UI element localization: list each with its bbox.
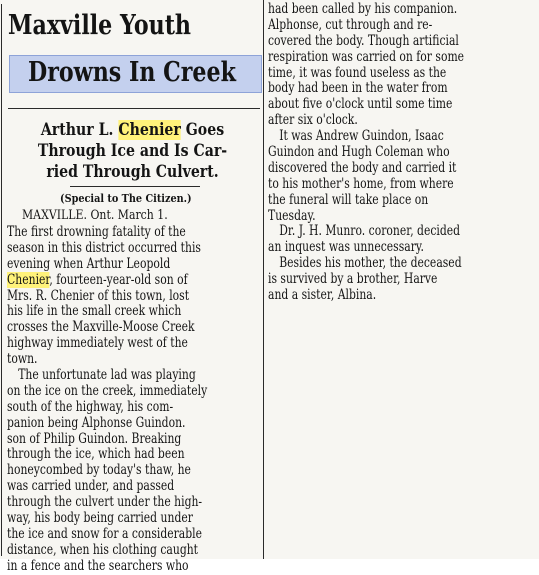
article-line: is survived by a brother, Harve	[268, 271, 438, 288]
article-line: crosses the Maxville-Moose Creek	[7, 319, 195, 336]
article-line: was carried under, and passed	[7, 478, 175, 495]
right-column-body	[268, 2, 464, 304]
deck-divider	[70, 186, 200, 187]
article-line: through the ice, which had been	[7, 446, 185, 463]
deck-subheadline	[8, 120, 257, 183]
article-line: son of Philip Guindon. Breaking	[7, 430, 182, 447]
left-border-rule	[1, 4, 2, 556]
article-line: the funeral will take place on	[268, 191, 429, 208]
article-line: way, his body being carried under	[7, 510, 193, 527]
article-line: an inquest was unnecessary.	[268, 239, 424, 256]
article-line: panion being Alphonse Guindon.	[7, 414, 186, 431]
headline-line-1: Maxville Youth	[8, 10, 192, 41]
article-line: distance, when his clothing caught	[7, 541, 199, 558]
column-divider-rule	[263, 0, 264, 559]
article-line: south of the highway, his com-	[7, 398, 174, 415]
article-line: through the culvert under the high-	[7, 494, 203, 511]
headline-line-2: Drowns In Creek	[28, 57, 236, 88]
article-line: Alphonse, cut through and re-	[268, 16, 433, 33]
left-column-body	[7, 225, 207, 575]
article-line: town.	[7, 351, 38, 368]
deck-line-1	[8, 120, 257, 141]
deck-line-1-start: Arthur L.	[40, 120, 119, 140]
article-line: The unfortunate lad was playing	[18, 367, 196, 384]
article-line: Dr. J. H. Munro. coroner, decided	[279, 223, 461, 240]
article-line: season in this district occurred this	[7, 239, 201, 256]
article-line: the ice and snow for a considerable	[7, 525, 203, 542]
special-credit: (Special to The Citizen.)	[60, 192, 192, 205]
article-line: Besides his mother, the deceased	[279, 255, 462, 272]
article-line: Tuesday.	[268, 207, 316, 224]
article-line: covered the body. Though artificial	[268, 32, 459, 49]
article-line: time, it was found useless as the	[268, 64, 447, 81]
article-line: his life in the small creek which	[7, 303, 182, 320]
article-line: evening when Arthur Leopold	[7, 255, 171, 272]
deck-line-2: Through Ice and Is Car-	[37, 141, 228, 161]
deck-line-3: ried Through Culvert.	[46, 162, 219, 182]
article-line: in a fence and the searchers who	[7, 557, 189, 574]
article-line: The first drowning fatality of the	[7, 224, 186, 240]
article-line: discovered the body and carried it	[268, 159, 457, 176]
dateline: MAXVILLE. Ont. March 1.	[22, 208, 168, 223]
article-line: had been called by his companion.	[268, 1, 458, 17]
deck-line-1-end: Goes	[180, 120, 225, 140]
article-line: about five o'clock until some time	[268, 96, 453, 113]
article-line: honeycombed by today's thaw, he	[7, 462, 191, 479]
headline-divider	[8, 108, 260, 109]
highlighted-name: Chenier	[7, 271, 50, 288]
article-line: after six o'clock.	[268, 112, 358, 129]
article-line: body had been in the water from	[268, 80, 448, 97]
article-line-highlighted	[7, 273, 207, 289]
article-line: respiration was carried on for some	[268, 48, 465, 65]
article-line: It was Andrew Guindon, Isaac	[279, 128, 444, 145]
article-line-rest: , fourteen-year-old son of	[49, 271, 188, 288]
highlighted-name: Chenier	[118, 120, 181, 140]
article-line: highway immediately west of the	[7, 335, 188, 352]
article-line: Guindon and Hugh Coleman who	[268, 144, 450, 161]
article-line: to his mother's home, from where	[268, 175, 454, 192]
article-line: on the ice on the creek, immediately	[7, 382, 208, 399]
article-line: Mrs. R. Chenier of this town, lost	[7, 287, 190, 304]
article-line: and a sister, Albina.	[268, 287, 377, 304]
